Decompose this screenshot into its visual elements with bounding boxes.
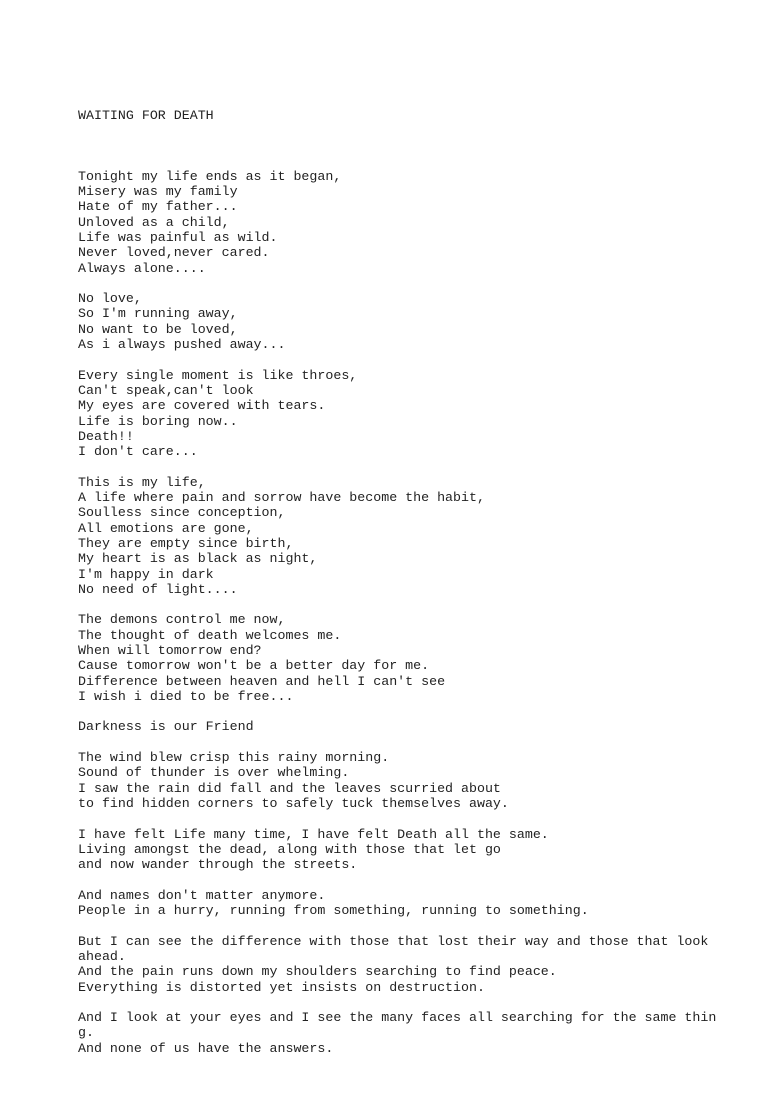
poem-line: My eyes are covered with tears. [78,398,326,414]
poem-line: Soulless since conception, [78,505,286,521]
poem-line: But I can see the difference with those that lost their way and those that look [78,933,709,949]
poem-line: Life was painful as wild. [78,229,278,245]
poem-line: The wind blew crisp this rainy morning. [78,750,390,766]
poem-line: Can't speak,can't look [78,382,254,398]
poem-line: Unloved as a child, [78,214,230,230]
poem-stanza [78,291,718,352]
poem-line: No love, [78,291,142,307]
poem-line: Always alone.... [78,260,206,276]
poem-line: Living amongst the dead, along with those that let go [78,841,501,857]
poem-stanza [78,612,718,704]
poem-line: No want to be loved, [78,321,238,337]
poem-line: Never loved,never cared. [78,245,270,261]
poem-stanza [78,1010,718,1056]
poem-stanza [78,368,718,460]
poem-line: Everything is distorted yet insists on destruction. [78,979,485,995]
poem-line: Difference between heaven and hell I can't see [78,673,446,689]
poem-line: My heart is as black as night, [78,551,318,567]
poem-line: I saw the rain did fall and the leaves scurried about [78,780,501,796]
poem-line: I wish i died to be free... [78,688,294,704]
poem-line: Tonight my life ends as it began, [78,168,342,184]
poem-stanzas [78,169,718,1056]
poem-line: They are empty since birth, [78,535,294,551]
poem-line: And none of us have the answers. [78,1040,334,1056]
poem-stanza [78,888,718,919]
poem-line: So I'm running away, [78,306,238,322]
poem-title: WAITING FOR DEATH [78,107,214,123]
poem-stanza [78,719,718,734]
poem-stanza [78,169,718,276]
poem-line: I'm happy in dark [78,566,214,582]
poem-line: g. [78,1025,94,1041]
poem-line: Hate of my father... [78,199,238,215]
poem-line: I have felt Life many time, I have felt Death all the same. [78,826,549,842]
poem-line: This is my life, [78,474,206,490]
poem-line: The thought of death welcomes me. [78,627,342,643]
poem-stanza [78,475,718,597]
poem-line: ahead. [78,948,126,964]
poem-line: and now wander through the streets. [78,857,358,873]
poem-line: People in a hurry, running from something, running to something. [78,903,589,919]
poem-line: And I look at your eyes and I see the many faces all searching for the same thin [78,1010,717,1026]
poem-stanza [78,750,718,811]
poem-stanza [78,934,718,995]
poem-line: A life where pain and sorrow have become the habit, [78,490,485,506]
poem-line: And names don't matter anymore. [78,887,326,903]
document-body [78,77,718,1102]
poem-line: I don't care... [78,444,198,460]
poem-line: The demons control me now, [78,612,286,628]
poem-line: Cause tomorrow won't be a better day for me. [78,658,430,674]
poem-line: Life is boring now.. [78,413,238,429]
poem-line: All emotions are gone, [78,520,254,536]
poem-line: to find hidden corners to safely tuck themselves away. [78,795,509,811]
poem-line: Darkness is our Friend [78,719,254,735]
poem-line: As i always pushed away... [78,337,286,353]
poem-line: Every single moment is like throes, [78,367,358,383]
poem-stanza [78,827,718,873]
poem-line: And the pain runs down my shoulders searching to find peace. [78,964,557,980]
poem-line: Death!! [78,428,134,444]
poem-line: Sound of thunder is over whelming. [78,765,350,781]
poem-line: No need of light.... [78,581,238,597]
poem-line: Misery was my family [78,184,238,200]
poem-line: When will tomorrow end? [78,642,262,658]
